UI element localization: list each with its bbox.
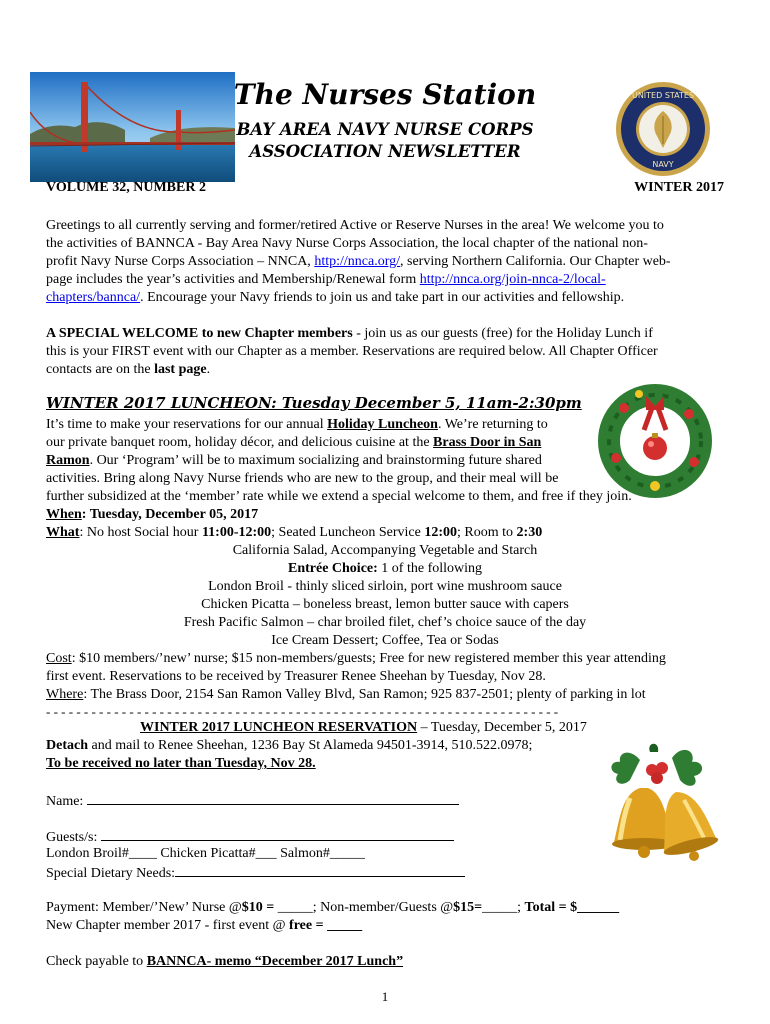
bannca-link-part1[interactable]: http://nnca.org/join-nnca-2/local- [419, 272, 606, 287]
menu-item-6: Ice Cream Dessert; Coffee, Tea or Sodas [271, 633, 499, 648]
dietary-line [46, 863, 726, 883]
new-member-text: New Chapter member 2017 - first event @ [46, 918, 290, 933]
intro-text: profit Navy Nurse Corps Association – NNCA, [46, 254, 315, 269]
member-price: $10 = [241, 900, 275, 915]
last-page-ref: last page [154, 362, 207, 377]
what-text: ; Room to [457, 525, 517, 540]
reservation-title: WINTER 2017 LUNCHEON RESERVATION [140, 720, 418, 735]
what-label: What [46, 525, 80, 540]
reservation-date: – Tuesday, December 5, 2017 [417, 720, 587, 735]
luncheon-text: our private banquet room, holiday décor, and delicious cuisine at the [46, 435, 434, 450]
welcome-text: . [206, 362, 211, 377]
check-payable-line [46, 953, 726, 971]
menu-item-1: California Salad, Accompanying Vegetable and Starch [232, 543, 538, 558]
intro-text: page includes the year’s activities and Membership/Renewal form [46, 272, 420, 287]
holiday-luncheon-label: Holiday Luncheon [327, 417, 438, 432]
name-input-line[interactable] [87, 791, 459, 805]
luncheon-text: It’s time to make your reservations for our annual [46, 417, 328, 432]
reservation-title-line [140, 719, 770, 737]
venue-label: Ramon [46, 453, 90, 468]
luncheon-line-1 [46, 416, 726, 434]
intro-line-3 [46, 253, 726, 271]
menu-item-3: London Broil - thinly sliced sirloin, port wine mushroom sauce [208, 579, 562, 594]
check-text: Check payable to [46, 954, 147, 969]
guests-label: Guests/s: [46, 830, 101, 845]
cost-label: Cost [46, 651, 72, 666]
intro-line-4 [46, 271, 726, 289]
intro-text: , serving Northern California. Our Chapter web- [400, 254, 671, 269]
guests-input-line[interactable] [101, 827, 454, 841]
payment-text: _____; Non-member/Guests @ [274, 900, 454, 915]
social-hour-time: 11:00-12:00 [201, 525, 272, 540]
payment-line [46, 899, 726, 917]
entree-label: Entrée Choice: [287, 561, 378, 576]
bannca-link-part2[interactable]: chapters/bannca/ [46, 290, 141, 305]
dietary-input-line[interactable] [175, 863, 465, 877]
volume-number: VOLUME 32, NUMBER 2 [46, 180, 206, 195]
dietary-label: Special Dietary Needs: [46, 866, 176, 881]
detach-divider: - - - - - - - - - - - - - - - - - - - - - - - - - - - - - - - - - - - - - - - - - - - - - - - - - - - - - - - - - - - - - - - - - - - - [46, 704, 559, 719]
newsletter-subtitle-line2: ASSOCIATION NEWSLETTER [249, 142, 521, 161]
check-payee: BANNCA- memo “December 2017 Lunch” [146, 954, 404, 969]
payment-text: Payment: Member/’New’ Nurse @ [46, 900, 242, 915]
guest-price: $15= [453, 900, 483, 915]
deadline-notice: To be received no later than Tuesday, Nov 28. [46, 756, 316, 771]
welcome-line-3 [46, 361, 726, 379]
season-label: WINTER 2017 [634, 180, 724, 195]
menu-item-2 [0, 560, 770, 578]
luncheon-line-4: activities. Bring along Navy Nurse friends who are new to the group, and their meal will be [46, 471, 559, 486]
intro-line-5 [46, 289, 726, 307]
luncheon-line-5: further subsidized at the ‘member’ rate while we extend a special welcome to them, and free if they join. [46, 489, 632, 504]
when-value: Tuesday, December 05, 2017 [89, 507, 259, 522]
when-label: When [46, 507, 82, 522]
what-text: ; Seated Luncheon Service [271, 525, 425, 540]
intro-line-2: the activities of BANNCA - Bay Area Navy Nurse Corps Association, the local chapter of the national non- [46, 236, 648, 251]
total-field: Total = $______ [524, 900, 620, 915]
name-field-line [46, 791, 726, 811]
free-field: free = _____ [289, 918, 363, 933]
what-text: : No host Social hour [79, 525, 202, 540]
when-line: When: Tuesday, December 05, 2017 [46, 507, 259, 522]
luncheon-line-3 [46, 452, 726, 470]
intro-text: . Encourage your Navy friends to join us and take part in our activities and fellowship. [140, 290, 625, 305]
menu-text: 1 of the following [377, 561, 483, 576]
welcome-text: - join us as our guests (free) for the Holiday Lunch if [352, 326, 653, 341]
menu-item-5: Fresh Pacific Salmon – char broiled filet, chef’s choice sauce of the day [183, 615, 587, 630]
where-text: : The Brass Door, 2154 San Ramon Valley Blvd, San Ramon; 925 837-2501; plenty of parking in lot [83, 687, 646, 702]
seal-top-text: UNITED STATES [631, 91, 695, 100]
what-line [46, 524, 726, 542]
venue-label: Brass Door in San [433, 435, 542, 450]
where-label: Where [46, 687, 84, 702]
guests-field-line [46, 827, 726, 847]
luncheon-text: . Our ‘Program’ will be to maximum socializing and brainstorming future shared [89, 453, 542, 468]
service-time: 12:00 [424, 525, 458, 540]
mail-address: and mail to Renee Sheehan, 1236 Bay St Alameda 94501-3914, 510.522.0978; [88, 738, 533, 753]
end-time: 2:30 [516, 525, 543, 540]
nnca-link[interactable]: http://nnca.org/ [314, 254, 400, 269]
cost-text: : $10 members/’new’ nurse; $15 non-members/guests; Free for new registered member this year attending [71, 651, 666, 666]
welcome-line-1 [46, 325, 726, 343]
where-line [46, 686, 726, 704]
page-number: 1 [381, 989, 389, 1004]
newsletter-subtitle-line1: BAY AREA NAVY NURSE CORPS [236, 120, 534, 139]
newsletter-title: The Nurses Station [233, 78, 537, 111]
cost-line-2: first event. Reservations to be received by Treasurer Renee Sheehan by Tuesday, Nov 28. [46, 669, 546, 684]
welcome-line-2: this is your FIRST event with our Chapter as a member. Reservations are required below. All Chapter Officer [46, 344, 658, 359]
welcome-bold: A SPECIAL WELCOME to new Chapter members [46, 326, 353, 341]
payment-text: _____; [482, 900, 525, 915]
new-member-line [46, 917, 726, 935]
welcome-text: contacts are on the [46, 362, 155, 377]
intro-line-1: Greetings to all currently serving and former/retired Active or Reserve Nurses in the area! We welcome you to [46, 218, 664, 233]
detach-label: Detach [46, 738, 88, 753]
name-label: Name: [46, 794, 87, 809]
luncheon-text: . We’re returning to [437, 417, 548, 432]
menu-item-4: Chicken Picatta – boneless breast, lemon butter sauce with capers [201, 597, 569, 612]
entree-choices-line: London Broil#____ Chicken Picatta#___ Salmon#_____ [46, 846, 365, 861]
luncheon-line-2 [46, 434, 726, 452]
cost-line-1 [46, 650, 726, 668]
luncheon-heading: WINTER 2017 LUNCHEON: Tuesday December 5, 11am-2:30pm [46, 394, 582, 412]
seal-bottom-text: NAVY [652, 160, 674, 169]
